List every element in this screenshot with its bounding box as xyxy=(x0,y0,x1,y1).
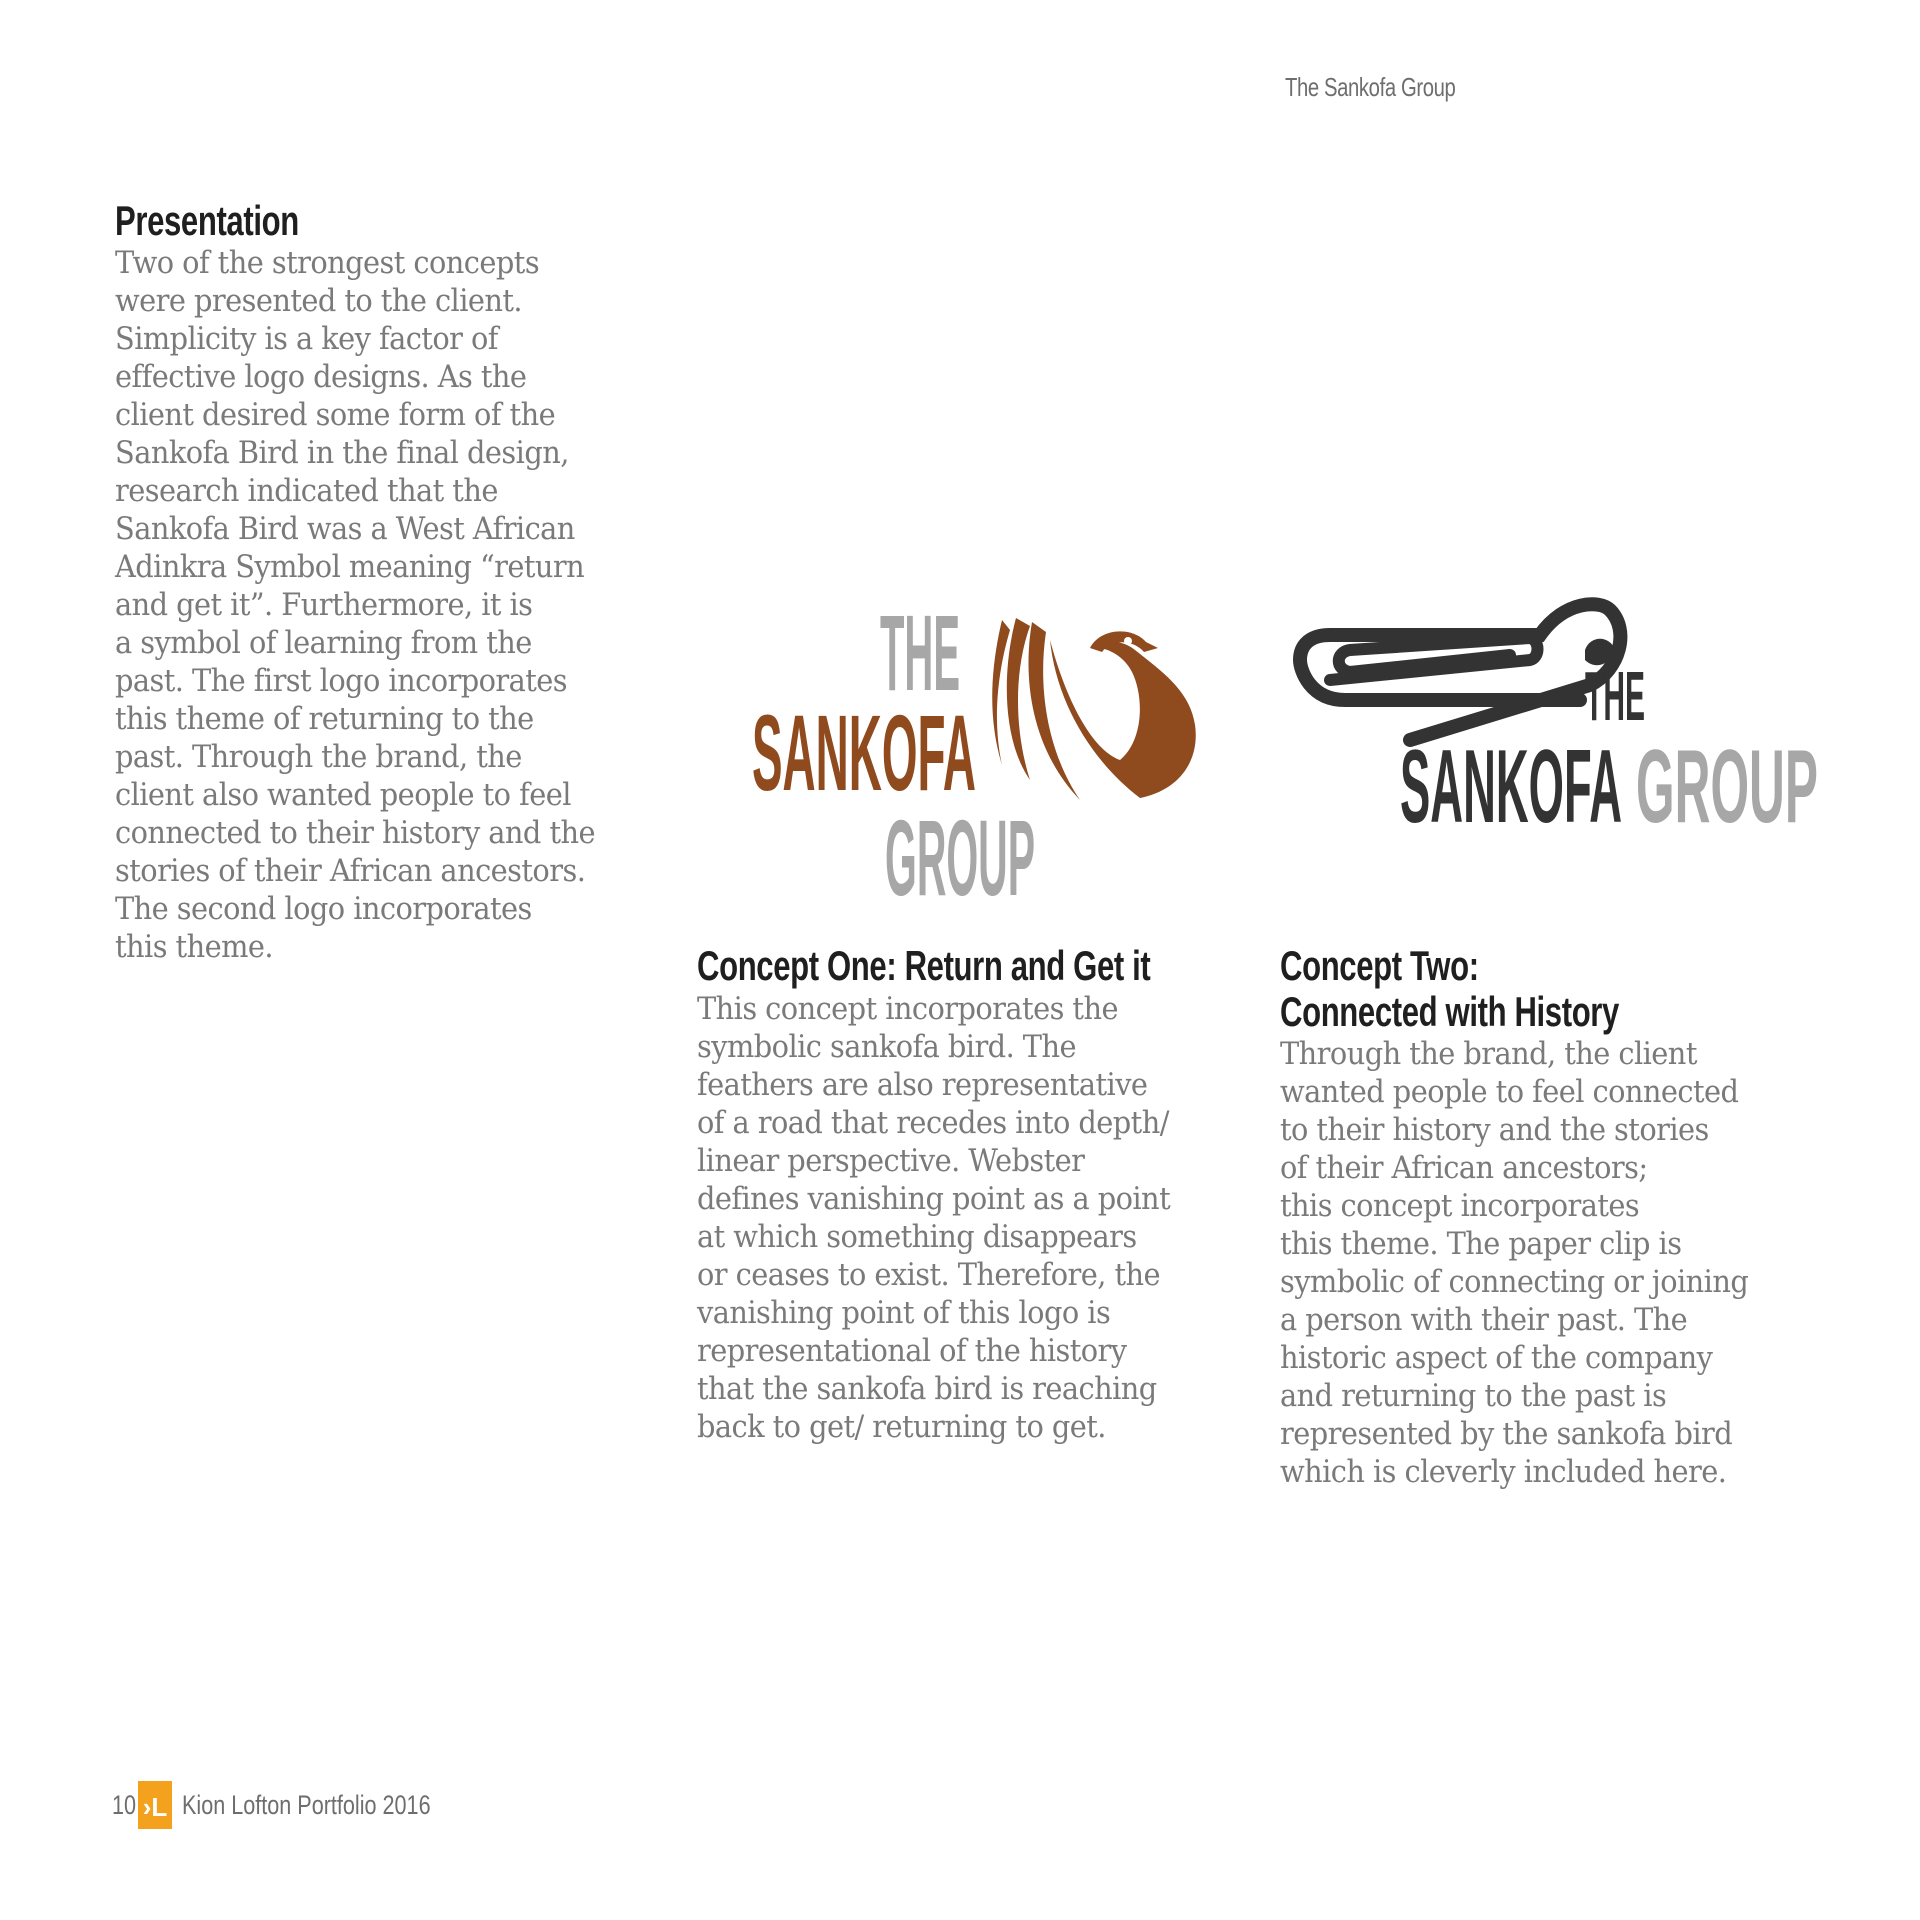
presentation-body: Two of the strongest concepts were presented to the client. Simplicity is a key factor of effective logo designs. As the client desired some form of the Sankofa Bird in the final design, research indicated that the Sankofa Bird was a West African Adinkra Symbol meaning “return and get it”. Furthermore, it is a symbol of learning from the past. The first logo incorporates this theme of returning to the past. Through the brand, the client also wanted people to feel connected to their history and the stories of their African ancestors. The second logo incorporates this theme. xyxy=(115,245,595,965)
presentation-heading: Presentation xyxy=(115,197,299,244)
brand-logo-icon: ›L xyxy=(138,1781,172,1829)
page-footer xyxy=(112,1783,493,1827)
logo-one-group: GROUP xyxy=(885,797,1035,918)
page-number: 10 xyxy=(112,1789,137,1820)
logo-one-sankofa: SANKOFA xyxy=(752,692,976,813)
concept-two-body: Through the brand, the client wanted people to feel connected to their history and the stories of their African ancestors; this concept incorporates this theme. The paper clip is symbolic of connecting or joining a person with their past. The historic aspect of the company and returning to the past is represented by the sankofa bird which is cleverly included here. xyxy=(1280,1036,1749,1490)
footer-text: Kion Lofton Portfolio 2016 xyxy=(182,1789,431,1820)
concept-two-logo xyxy=(1290,590,1830,845)
logo-two-group: GROUP xyxy=(1636,729,1818,845)
concept-two-heading-line1: Concept Two: xyxy=(1280,942,1479,989)
concept-one-heading: Concept One: Return and Get it xyxy=(697,942,1151,989)
logo-two-sankofa: SANKOFA xyxy=(1400,729,1622,845)
concept-one-logo xyxy=(740,590,1210,918)
sankofa-bird-feathers-icon xyxy=(992,618,1196,800)
concept-one-body: This concept incorporates the symbolic sankofa bird. The feathers are also representative of a road that recedes into depth/ linear perspective. Webster defines vanishing point as a point at which something disappears or ceases to exist. Therefore, the vanishing point of this logo is representational of the history that the sankofa bird is reaching back to get/ returning to get. xyxy=(697,991,1171,1445)
logo-two-the: THE xyxy=(1585,657,1645,735)
concept-two-heading-line2: Connected with History xyxy=(1280,988,1619,1035)
running-header: The Sankofa Group xyxy=(1285,72,1456,102)
logo-one-the: THE xyxy=(880,592,960,713)
paper-clip-bird-icon xyxy=(1300,604,1620,740)
